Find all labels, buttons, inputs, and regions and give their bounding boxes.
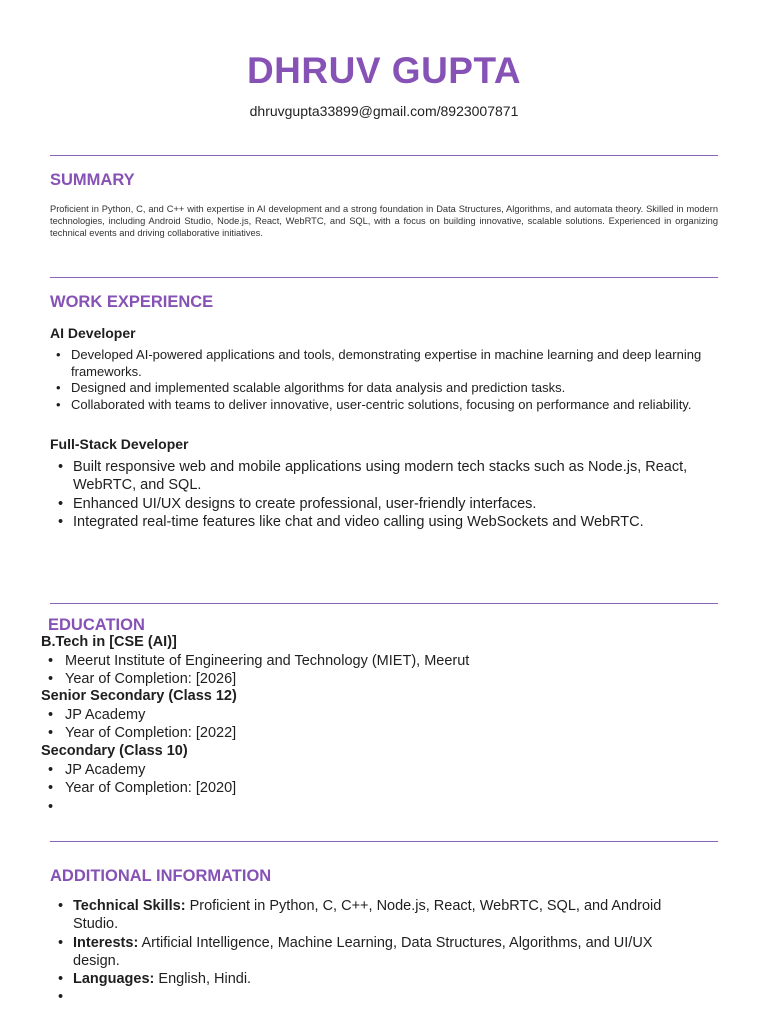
list-item (50, 934, 690, 971)
section-divider (50, 155, 718, 156)
degree-title: Secondary (Class 10) (41, 743, 188, 759)
item-text: Artificial Intelligence, Machine Learning, Data Structures, Algorithms, and UI/UX design. (73, 934, 653, 969)
list-item (50, 988, 690, 1006)
list-item: • Built responsive web and mobile applications using modern tech stacks such as Node.js, React, WebRTC, and SQL. (50, 458, 690, 495)
item-text: Proficient in Python, C, C++, Node.js, React, WebRTC, SQL, and Android Studio. (73, 898, 662, 933)
education-heading: EDUCATION (48, 616, 145, 634)
list-item: • JP Academy (41, 706, 721, 724)
work-experience-heading: WORK EXPERIENCE (50, 293, 214, 311)
item-label: Technical Skills: (73, 898, 186, 914)
job-bullet-list (50, 347, 710, 413)
degree-title: B.Tech in [CSE (AI)] (41, 634, 177, 650)
section-divider (50, 841, 718, 842)
item-label: Languages: (73, 971, 155, 988)
degree-title: Senior Secondary (Class 12) (41, 688, 237, 704)
education-bullet-list (41, 761, 721, 816)
job-bullet-list (50, 458, 690, 531)
list-item: • Developed AI-powered applications and tools, demonstrating expertise in machine learning and deep learning frameworks. (50, 347, 710, 380)
list-item: • Integrated real-time features like chat and video calling using WebSockets and WebRTC. (50, 513, 690, 531)
list-item (50, 897, 690, 934)
list-item: • JP Academy (41, 761, 721, 779)
candidate-name: DHRUV GUPTA (246, 50, 522, 91)
education-bullet-list (41, 652, 721, 689)
section-divider (50, 603, 718, 604)
list-item: • Enhanced UI/UX designs to create professional, user-friendly interfaces. (50, 495, 690, 513)
item-label: Interests: (73, 934, 139, 951)
job-title: AI Developer (50, 325, 136, 341)
list-item: • Designed and implemented scalable algorithms for data analysis and prediction tasks. (50, 380, 710, 397)
additional-information-heading: ADDITIONAL INFORMATION (50, 867, 272, 885)
education-bullet-list (41, 706, 721, 743)
contact-info: dhruvgupta33899@gmail.com/8923007871 (249, 103, 519, 119)
list-item: • Year of Completion: [2026] (41, 670, 721, 688)
list-item: • Year of Completion: [2022] (41, 724, 721, 742)
list-item (41, 798, 721, 816)
list-item: • Year of Completion: [2020] (41, 779, 721, 797)
summary-text: Proficient in Python, C, and C++ with expertise in AI development and a strong foundation in Data Structures, Algorithms, and automata theory. Skilled in modern technologies, including Android Studio, Node.js, React, WebRTC, and SQL, with a focus on building innovative, scalable solutions. Experienced in organizing technical events and driving collaborative initiatives. (50, 204, 718, 239)
item-text: English, Hindi. (154, 971, 252, 988)
summary-heading: SUMMARY (50, 171, 135, 189)
list-item: • Meerut Institute of Engineering and Technology (MIET), Meerut (41, 652, 721, 670)
list-item (50, 970, 690, 988)
job-title: Full-Stack Developer (50, 436, 189, 452)
section-divider (50, 277, 718, 278)
list-item: • Collaborated with teams to deliver innovative, user-centric solutions, focusing on performance and reliability. (50, 397, 710, 414)
additional-info-list (50, 897, 690, 1007)
